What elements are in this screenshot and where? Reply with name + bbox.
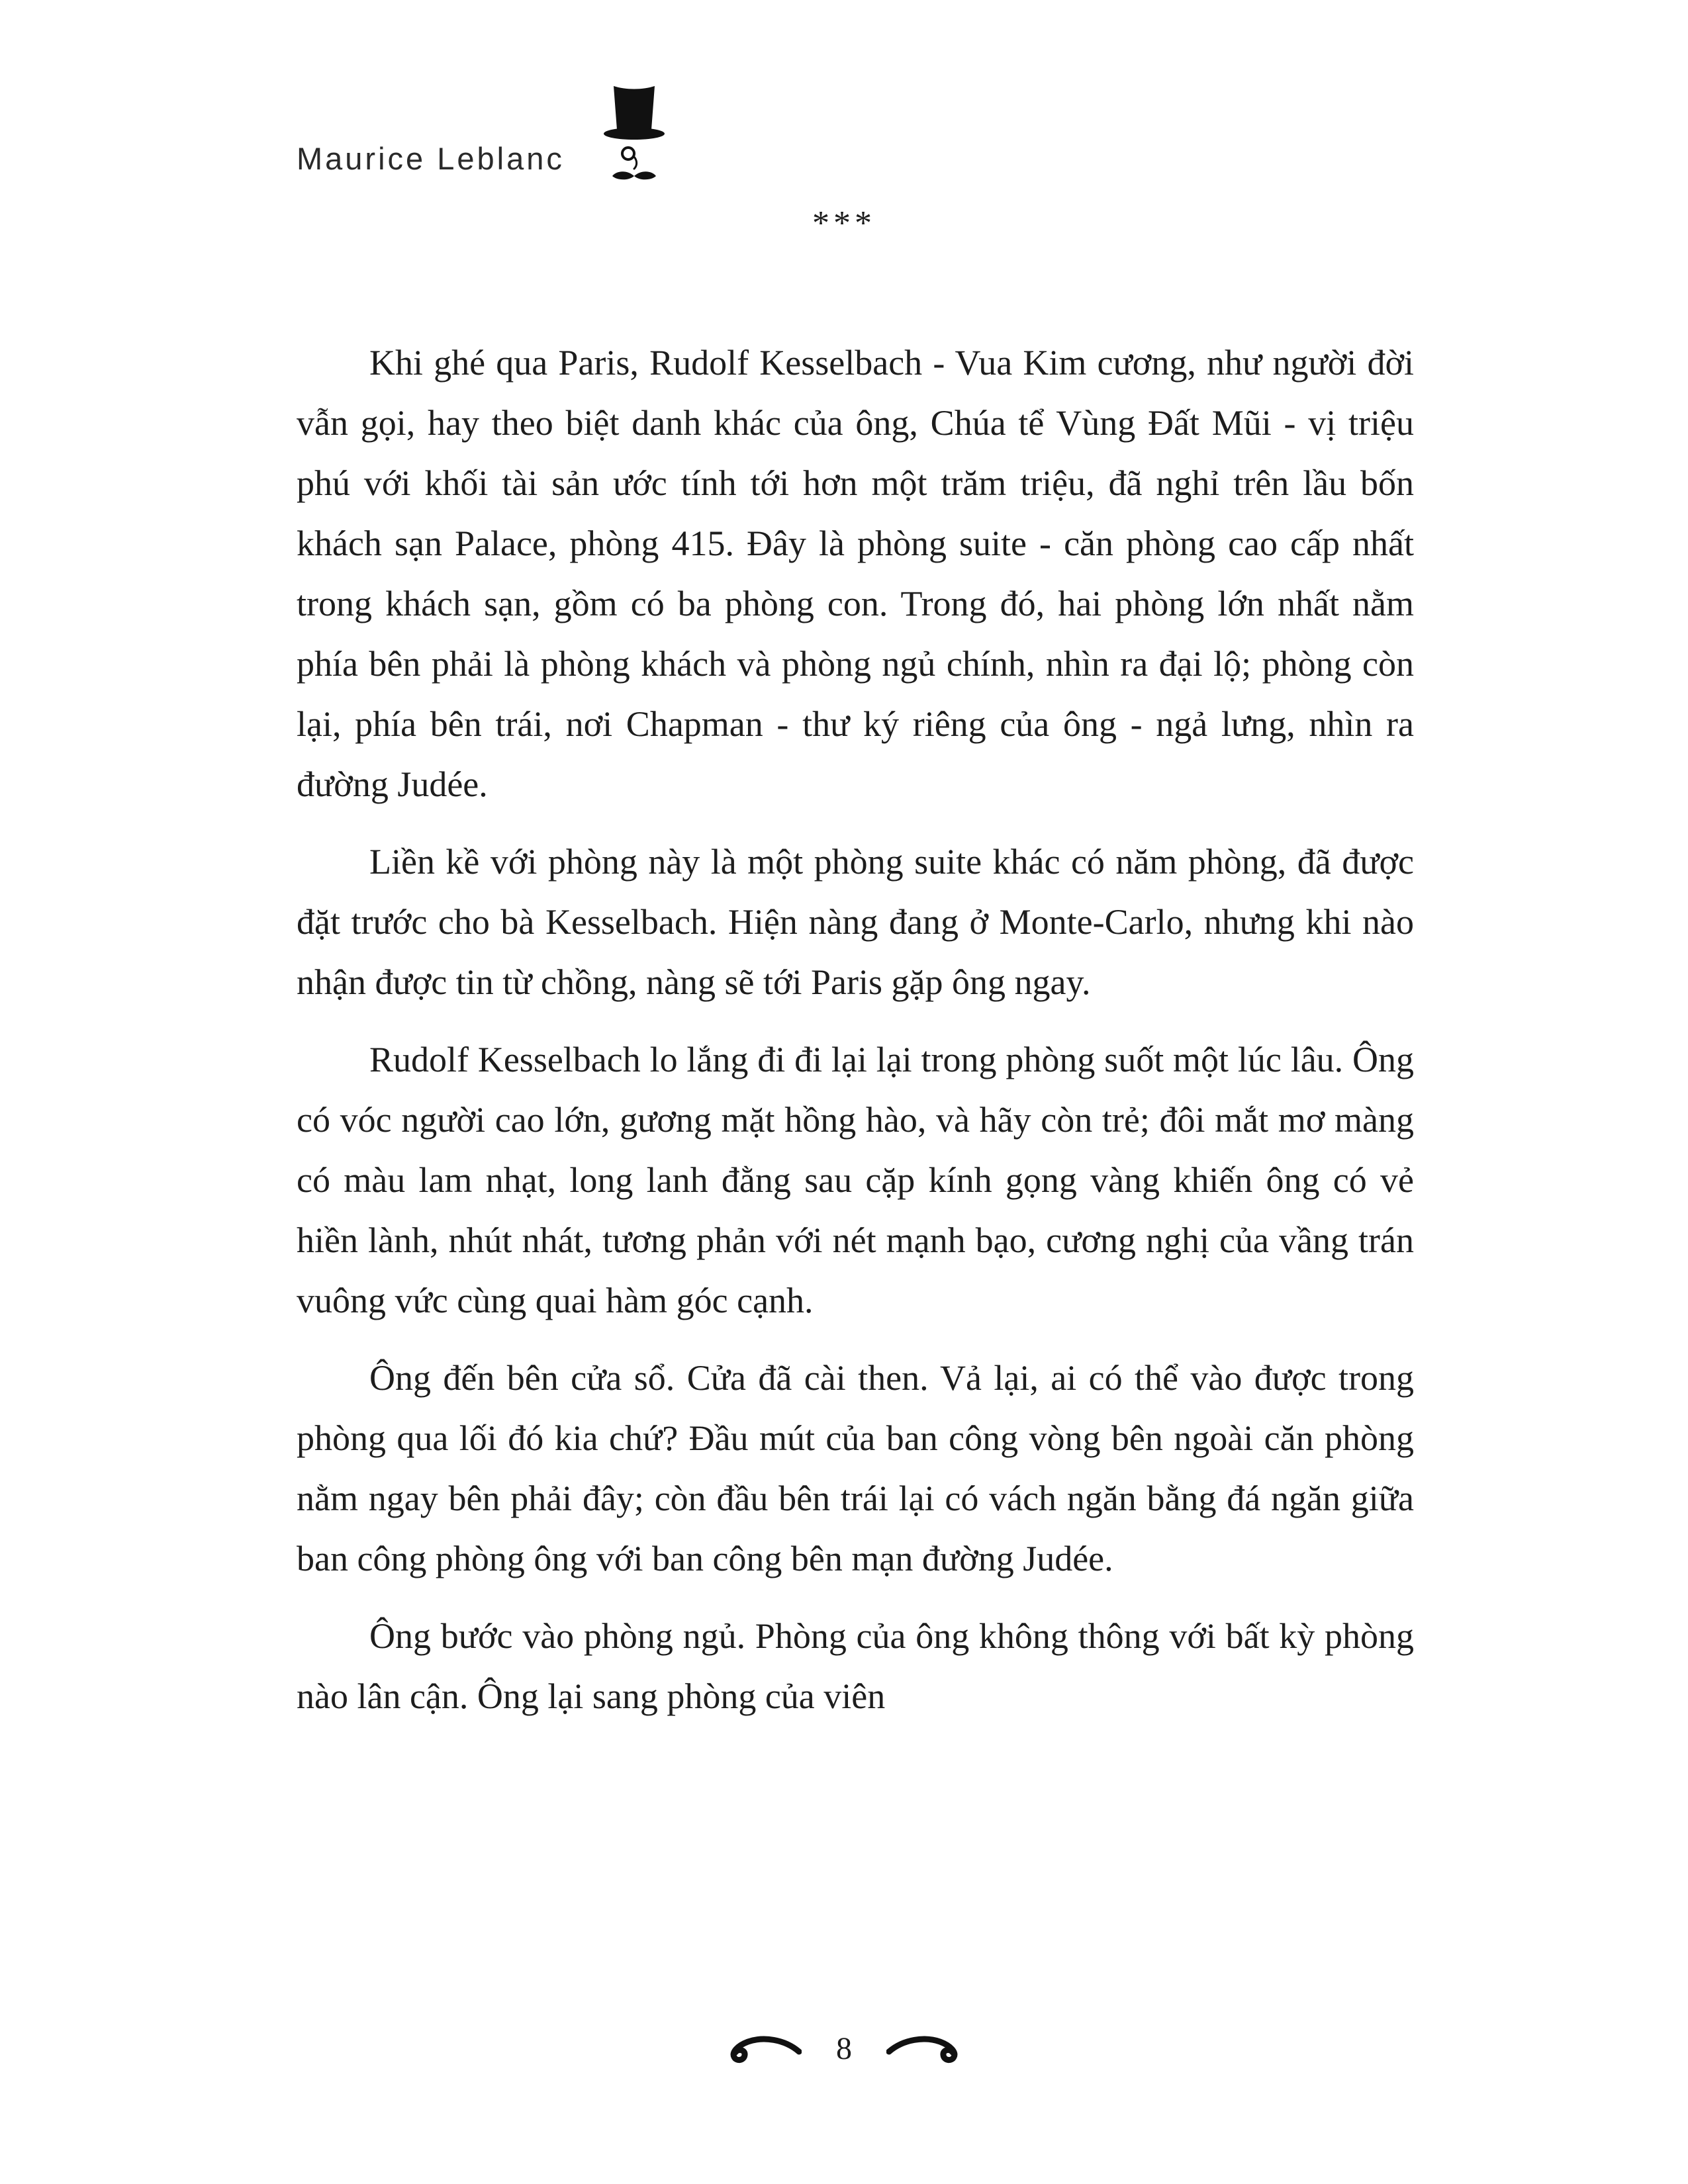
page-number: 8 <box>836 2031 852 2066</box>
mustache-ornament-left-icon <box>727 2034 802 2064</box>
mustache-ornament-right-icon <box>886 2034 961 2064</box>
section-separator: *** <box>812 205 876 242</box>
paragraph-3: Rudolf Kesselbach lo lắng đi đi lại lại trong phòng suốt một lúc lâu. Ông có vóc người cao lớn, gương mặt hồng hào, và hãy còn trẻ; đôi mắt mơ màng có màu lam nhạt, long lanh đằng sau cặp kính gọng vàng khiến ông có vẻ hiền lành, nhút nhát, tương phản với nét mạnh bạo, cương nghị của vầng trán vuông vức cùng quai hàm góc cạnh. <box>297 1040 1414 1320</box>
paragraph-1: Khi ghé qua Paris, Rudolf Kesselbach - Vua Kim cương, như người đời vẫn gọi, hay theo biệt danh khác của ông, Chúa tể Vùng Đất Mũi - vị triệu phú với khối tài sản ước tính tới hơn một trăm triệu, đã nghỉ trên lầu bốn khách sạn Palace, phòng 415. Đây là phòng suite - căn phòng cao cấp nhất trong khách sạn, gồm có ba phòng con. Trong đó, hai phòng lớn nhất nằm phía bên phải là phòng khách và phòng ngủ chính, nhìn ra đại lộ; phòng còn lại, phía bên trái, nơi Chapman - thư ký riêng của ông - ngả lưng, nhìn ra đường Judée. <box>297 343 1414 804</box>
page-body <box>297 333 1414 1744</box>
paragraph-2: Liền kề với phòng này là một phòng suite khác có năm phòng, đã được đặt trước cho bà Kesselbach. Hiện nàng đang ở Monte-Carlo, nhưng khi nào nhận được tin từ chồng, nàng sẽ tới Paris gặp ông ngay. <box>297 842 1414 1002</box>
page-footer <box>0 2030 1688 2067</box>
author-name: Maurice Leblanc <box>297 141 565 176</box>
paragraph-4: Ông đến bên cửa sổ. Cửa đã cài then. Vả lại, ai có thể vào được trong phòng qua lối đó kia chứ? Đầu mút của ban công vòng bên ngoài căn phòng nằm ngay bên phải đây; còn đầu bên trái lại có vách ngăn bằng đá ngăn giữa ban công phòng ông với ban công bên mạn đường Judée. <box>297 1358 1414 1578</box>
paragraph-5: Ông bước vào phòng ngủ. Phòng của ông không thông với bất kỳ phòng nào lân cận. Ông lại sang phòng của viên <box>297 1616 1414 1716</box>
top-hat-icon <box>599 81 672 183</box>
